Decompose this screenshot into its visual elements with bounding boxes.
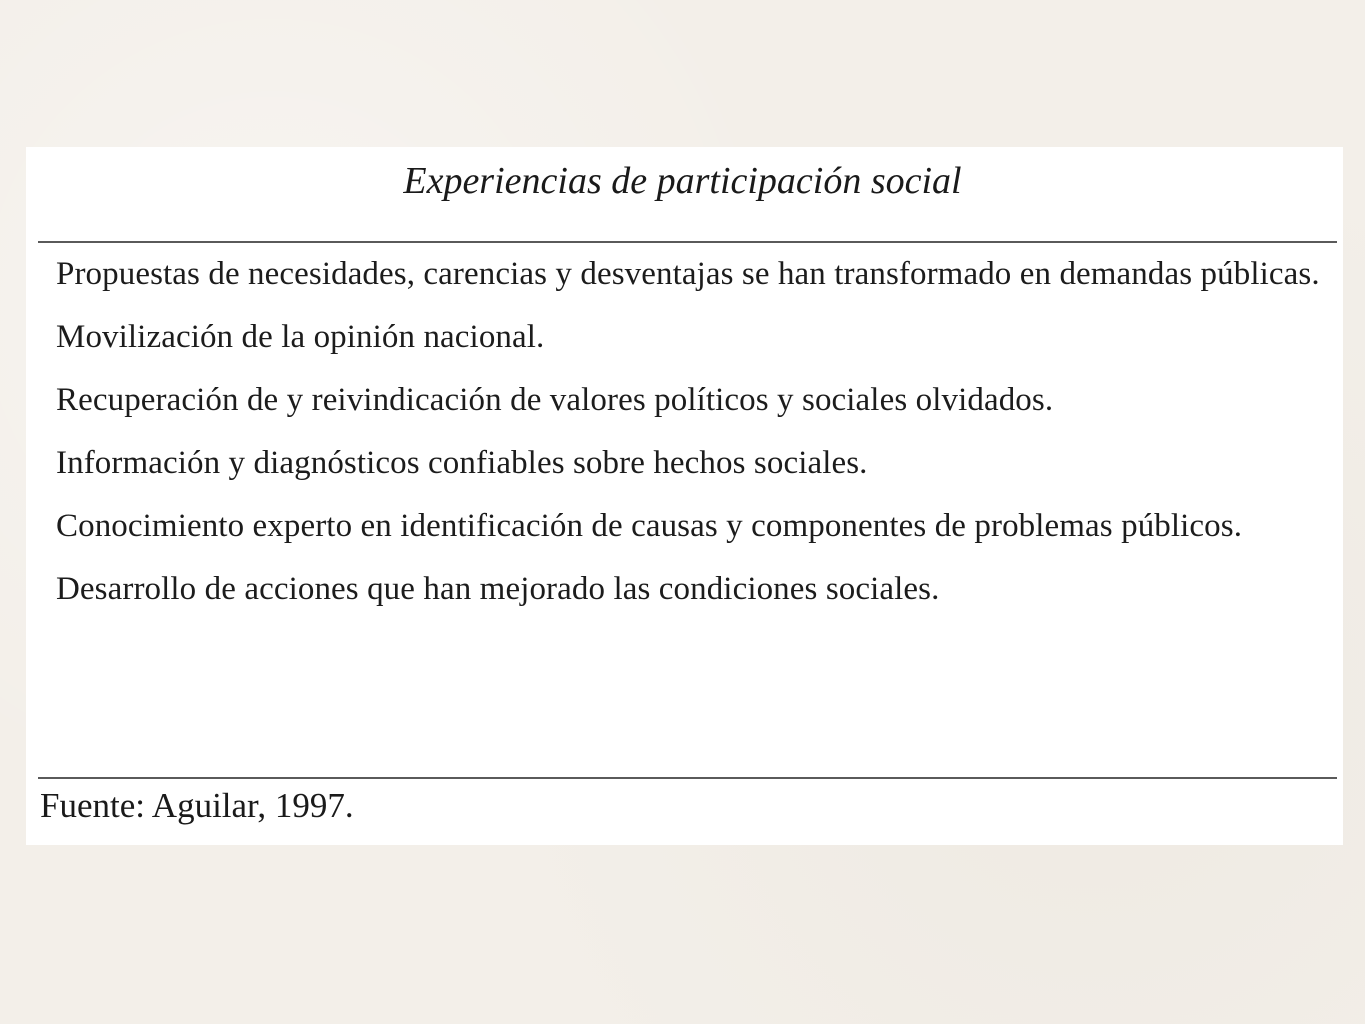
table-row: Recuperación de y reivindicación de valores políticos y sociales olvidados. xyxy=(56,382,1054,418)
table-bottom-rule xyxy=(38,777,1337,779)
table-title: Experiencias de participación social xyxy=(403,160,962,202)
table-row: Conocimiento experto en identificación de causas y componentes de problemas públicos. xyxy=(56,508,1243,544)
table-body xyxy=(56,248,1331,626)
table-source-note: Fuente: Aguilar, 1997. xyxy=(40,786,354,825)
table-row: Información y diagnósticos confiables sobre hechos sociales. xyxy=(56,445,868,481)
table-row: Desarrollo de acciones que han mejorado las condiciones sociales. xyxy=(56,571,940,607)
table-row: Movilización de la opinión nacional. xyxy=(56,319,545,355)
table-row: Propuestas de necesidades, carencias y desventajas se han transformado en demandas públicas. xyxy=(56,256,1320,292)
table-top-rule xyxy=(38,241,1337,243)
